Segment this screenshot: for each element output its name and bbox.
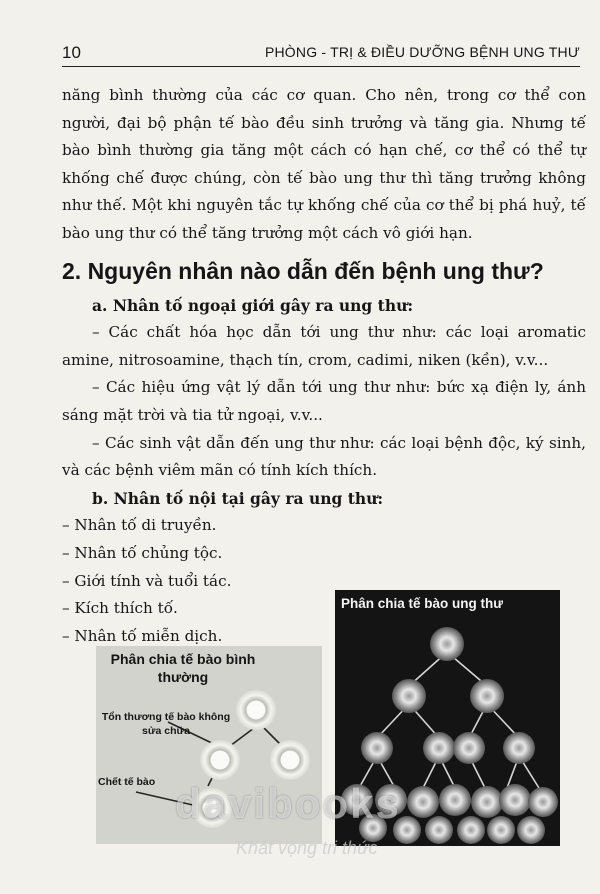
subheading-external-factors: a. Nhân tố ngoại giới gây ra ung thư: <box>92 295 414 315</box>
cell <box>499 784 531 816</box>
cell <box>471 786 503 818</box>
cell <box>453 732 485 764</box>
intro-paragraph: năng bình thường của các cơ quan. Cho nên, trong cơ thể con người, đại bộ phận tế bào đều sinh trưởng và tăng gia. Nhưng tế bào bình thường gia tăng một cách có hạn chế, cơ thể có thể tự khống chế được chúng, còn tế bào ung thư thì tăng trưởng không như thế. Một khi nguyên tắc tự khống chế của cơ thể bị phá huỷ, tế bào ung thư có thể tăng trưởng một cách vô giới hạn. <box>62 86 586 242</box>
cell <box>470 679 504 713</box>
list-item: – Kích thích tố. <box>62 599 178 618</box>
watermark-tagline: Khát vọng tri thức <box>236 838 378 858</box>
cell <box>270 740 310 780</box>
subheading-internal-factors: b. Nhân tố nội tại gây ra ung thư: <box>92 488 384 508</box>
watermark-brand: davibooks <box>175 780 401 827</box>
section-heading: 2. Nguyên nhân nào dẫn đến bệnh ung thư? <box>62 257 544 284</box>
cell <box>430 627 464 661</box>
list-item: – Giới tính và tuổi tác. <box>62 571 232 590</box>
cell <box>200 740 240 780</box>
page-body <box>62 82 586 650</box>
label-damaged-cell: Tổn thương tế bào không sửa chữa <box>101 711 231 737</box>
list-item: – Nhân tố miễn dịch. <box>62 626 223 645</box>
list-item: – Nhân tố di truyền. <box>62 516 217 535</box>
cell <box>236 690 276 730</box>
cell <box>392 679 426 713</box>
label-cell-death: Chết tế bào <box>98 776 156 788</box>
cell <box>528 787 558 817</box>
cell <box>423 732 455 764</box>
paragraph-chemical: – Các chất hóa học dẫn tới ung thư như: các loại aromatic amine, nitrosoamine, thạch tín, crom, cadimi, niken (kền), v.v... <box>62 323 586 369</box>
list-item: – Nhân tố chủng tộc. <box>62 543 223 562</box>
running-title: PHÒNG - TRỊ & ĐIỀU DƯỠNG BỆNH UNG THƯ <box>264 44 580 60</box>
page-number: 10 <box>62 43 81 62</box>
figure-normal-title: Phân chia tế bào bình thường <box>110 651 256 685</box>
figure-cancer-title: Phân chia tế bào ung thư <box>341 596 504 611</box>
paragraph-physical: – Các hiệu ứng vật lý dẫn tới ung thư như: bức xạ điện ly, ánh sáng mặt trời và tia tử ngoại, v.v... <box>62 378 586 424</box>
paragraph-biological: – Các sinh vật dẫn đến ung thư như: các loại bệnh độc, ký sinh, và các bệnh viêm mãn có tính kích thích. <box>62 433 586 480</box>
cell <box>503 732 535 764</box>
cell <box>517 816 545 844</box>
page-header <box>62 40 580 67</box>
cell <box>361 732 393 764</box>
cell <box>487 816 515 844</box>
